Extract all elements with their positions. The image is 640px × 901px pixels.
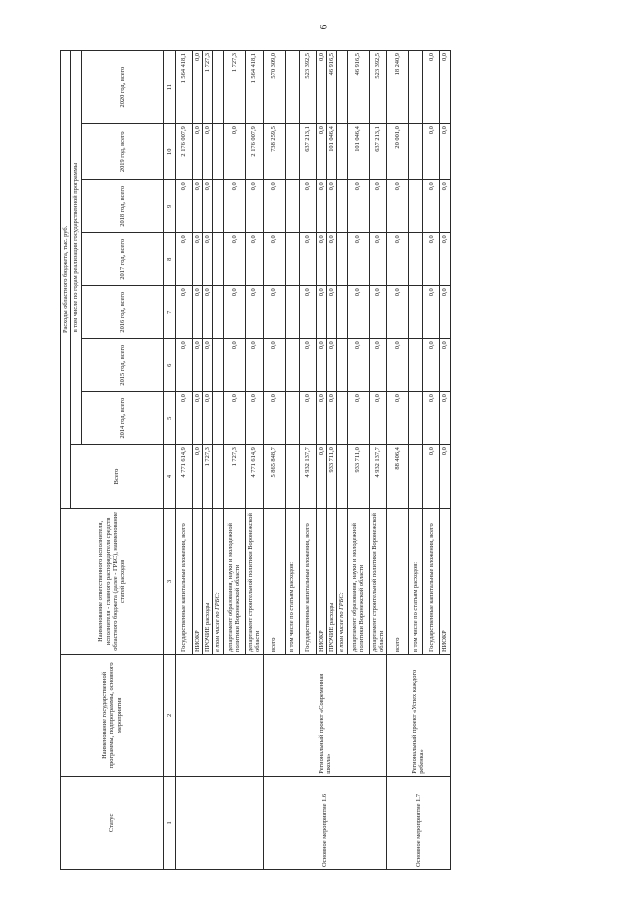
- value-cell: [213, 124, 223, 180]
- header-year: 2015 год, всего: [81, 339, 163, 392]
- row-label: департамент строительной политики Воронежской области: [369, 508, 387, 654]
- column-index: 10: [163, 124, 175, 180]
- value-cell: 46 916,5: [347, 51, 369, 124]
- page-number: 6: [318, 24, 329, 30]
- value-cell: [213, 180, 223, 233]
- value-cell: [285, 286, 299, 339]
- value-cell: 0,0: [263, 392, 285, 445]
- value-cell: 46 916,5: [326, 51, 336, 124]
- table-row: [263, 51, 285, 870]
- value-cell: 4 771 614,9: [245, 445, 263, 509]
- header-year: 2016 год, всего: [81, 286, 163, 339]
- value-cell: 0,0: [440, 392, 450, 445]
- column-index: 3: [163, 508, 175, 654]
- column-index: 9: [163, 180, 175, 233]
- value-cell: [337, 124, 347, 180]
- value-cell: [409, 339, 423, 392]
- value-cell: 0,0: [263, 339, 285, 392]
- value-cell: [285, 392, 299, 445]
- value-cell: 0,0: [203, 339, 213, 392]
- measure-name: Региональный проект «Успех каждого ребенка»: [387, 654, 450, 776]
- value-cell: 0,0: [423, 51, 440, 124]
- value-cell: 523 392,5: [299, 51, 316, 124]
- rotated-page: [60, 50, 620, 870]
- value-cell: [409, 445, 423, 509]
- column-index: 4: [163, 445, 175, 509]
- value-cell: 4 932 137,7: [369, 445, 387, 509]
- value-cell: 0,0: [326, 180, 336, 233]
- value-cell: 0,0: [223, 339, 245, 392]
- value-cell: 0,0: [223, 180, 245, 233]
- value-cell: 88 406,4: [387, 445, 409, 509]
- column-index: 5: [163, 392, 175, 445]
- value-cell: 0,0: [175, 286, 192, 339]
- value-cell: [409, 124, 423, 180]
- value-cell: [337, 51, 347, 124]
- value-cell: 0,0: [423, 339, 440, 392]
- value-cell: 570 309,0: [263, 51, 285, 124]
- value-cell: 1 727,3: [203, 445, 213, 509]
- value-cell: 0,0: [316, 339, 326, 392]
- value-cell: 0,0: [369, 392, 387, 445]
- value-cell: 0,0: [192, 233, 202, 286]
- value-cell: [409, 180, 423, 233]
- header-status: Статус: [61, 776, 164, 869]
- value-cell: 0,0: [387, 286, 409, 339]
- value-cell: [337, 392, 347, 445]
- value-cell: 0,0: [440, 286, 450, 339]
- value-cell: [285, 233, 299, 286]
- table-row: [175, 51, 192, 870]
- value-cell: [285, 124, 299, 180]
- value-cell: 0,0: [387, 233, 409, 286]
- value-cell: [213, 233, 223, 286]
- value-cell: 0,0: [423, 233, 440, 286]
- value-cell: 0,0: [316, 392, 326, 445]
- value-cell: 0,0: [192, 286, 202, 339]
- column-index: 8: [163, 233, 175, 286]
- value-cell: 0,0: [347, 286, 369, 339]
- table-row: [387, 51, 409, 870]
- value-cell: 0,0: [369, 180, 387, 233]
- value-cell: 637 213,1: [369, 124, 387, 180]
- value-cell: 0,0: [369, 233, 387, 286]
- value-cell: 0,0: [192, 339, 202, 392]
- value-cell: 637 213,1: [299, 124, 316, 180]
- measure-name: Региональный проект «Современная школа»: [263, 654, 387, 776]
- value-cell: [337, 180, 347, 233]
- value-cell: [337, 233, 347, 286]
- value-cell: 0,0: [203, 124, 213, 180]
- row-label: НИОКР: [316, 508, 326, 654]
- table-body: [175, 51, 450, 870]
- value-cell: 0,0: [316, 233, 326, 286]
- value-cell: 0,0: [316, 445, 326, 509]
- header-by-years: в том числе по годам реализации государственной программы: [71, 51, 81, 445]
- value-cell: 0,0: [192, 392, 202, 445]
- value-cell: 0,0: [440, 445, 450, 509]
- value-cell: 0,0: [192, 51, 202, 124]
- value-cell: 1 564 418,1: [175, 51, 192, 124]
- value-cell: 0,0: [263, 233, 285, 286]
- value-cell: 0,0: [299, 233, 316, 286]
- header-total: Всего: [71, 445, 163, 509]
- header-year: 2019 год, всего: [81, 124, 163, 180]
- column-index: 7: [163, 286, 175, 339]
- column-index: 1: [163, 776, 175, 869]
- value-cell: [285, 180, 299, 233]
- value-cell: [409, 51, 423, 124]
- column-index: 2: [163, 654, 175, 776]
- value-cell: 1 727,3: [223, 51, 245, 124]
- value-cell: 0,0: [299, 339, 316, 392]
- value-cell: [213, 339, 223, 392]
- header-year: 2017 год, всего: [81, 233, 163, 286]
- value-cell: 0,0: [440, 51, 450, 124]
- row-label: в том числе по статьям расходов:: [409, 508, 423, 654]
- value-cell: 0,0: [223, 124, 245, 180]
- value-cell: 0,0: [347, 392, 369, 445]
- value-cell: 0,0: [245, 392, 263, 445]
- value-cell: 0,0: [203, 180, 213, 233]
- value-cell: 0,0: [192, 124, 202, 180]
- value-cell: 4 771 614,9: [175, 445, 192, 509]
- header-year: 2014 год, всего: [81, 392, 163, 445]
- value-cell: 0,0: [245, 180, 263, 233]
- value-cell: [285, 445, 299, 509]
- value-cell: 0,0: [440, 339, 450, 392]
- value-cell: 0,0: [440, 124, 450, 180]
- value-cell: 0,0: [423, 392, 440, 445]
- row-label: в том числе по ГРБС:: [213, 508, 223, 654]
- value-cell: [409, 233, 423, 286]
- status-cell: [175, 776, 263, 869]
- value-cell: 0,0: [299, 180, 316, 233]
- column-index: 11: [163, 51, 175, 124]
- row-label: НИОКР: [192, 508, 202, 654]
- row-label: в том числе по статьям расходов:: [285, 508, 299, 654]
- row-label: всего: [387, 508, 409, 654]
- row-label: ПРОЧИЕ расходы: [326, 508, 336, 654]
- value-cell: 0,0: [245, 339, 263, 392]
- value-cell: 0,0: [440, 180, 450, 233]
- row-label: в том числе по ГРБС:: [337, 508, 347, 654]
- value-cell: 0,0: [326, 392, 336, 445]
- value-cell: 1 727,3: [203, 51, 213, 124]
- value-cell: 18 240,9: [387, 51, 409, 124]
- value-cell: 0,0: [347, 339, 369, 392]
- value-cell: 0,0: [175, 339, 192, 392]
- value-cell: [409, 286, 423, 339]
- measure-status: Основное мероприятие 1.6: [263, 776, 387, 869]
- budget-table: [60, 50, 451, 870]
- program-cell: [175, 654, 263, 776]
- value-cell: 0,0: [369, 286, 387, 339]
- value-cell: 1 564 418,1: [245, 51, 263, 124]
- value-cell: 0,0: [369, 339, 387, 392]
- value-cell: [213, 392, 223, 445]
- value-cell: 101 046,4: [326, 124, 336, 180]
- row-label: ПРОЧИЕ расходы: [203, 508, 213, 654]
- header-expenses: Расходы областного бюджета, тыс. руб.: [61, 51, 71, 509]
- row-label: департамент строительной политики Воронежской области: [245, 508, 263, 654]
- value-cell: 1 727,3: [223, 445, 245, 509]
- value-cell: 0,0: [423, 445, 440, 509]
- value-cell: 0,0: [223, 392, 245, 445]
- value-cell: 2 176 007,9: [245, 124, 263, 180]
- value-cell: 5 865 848,7: [263, 445, 285, 509]
- value-cell: 0,0: [175, 392, 192, 445]
- value-cell: 2 176 007,9: [175, 124, 192, 180]
- value-cell: 0,0: [387, 180, 409, 233]
- value-cell: [213, 445, 223, 509]
- value-cell: 738 259,5: [263, 124, 285, 180]
- header-executor: Наименование ответственного исполнителя, исполнителя - главного распорядителя средств областного бюджета (далее - ГРБС), наименование статей расходов: [61, 508, 164, 654]
- value-cell: [213, 51, 223, 124]
- value-cell: 0,0: [347, 233, 369, 286]
- row-label: Государственные капитальные вложения, всего: [423, 508, 440, 654]
- value-cell: 0,0: [316, 286, 326, 339]
- value-cell: 0,0: [203, 392, 213, 445]
- value-cell: 0,0: [203, 286, 213, 339]
- row-label: департамент образования, науки и молодежной политики Воронежской области: [223, 508, 245, 654]
- value-cell: 4 932 137,7: [299, 445, 316, 509]
- value-cell: 0,0: [387, 339, 409, 392]
- value-cell: 0,0: [423, 180, 440, 233]
- value-cell: 0,0: [347, 180, 369, 233]
- row-label: Государственные капитальные вложения, всего: [175, 508, 192, 654]
- value-cell: 0,0: [175, 233, 192, 286]
- row-label: НИОКР: [440, 508, 450, 654]
- value-cell: 0,0: [440, 233, 450, 286]
- value-cell: 0,0: [203, 233, 213, 286]
- value-cell: 933 711,0: [347, 445, 369, 509]
- row-label: департамент образования, науки и молодежной политики Воронежской области: [347, 508, 369, 654]
- value-cell: 0,0: [263, 180, 285, 233]
- value-cell: 0,0: [326, 286, 336, 339]
- value-cell: 0,0: [263, 286, 285, 339]
- value-cell: 0,0: [299, 392, 316, 445]
- value-cell: [337, 339, 347, 392]
- measure-status: Основное мероприятие 1.7: [387, 776, 450, 869]
- value-cell: [285, 51, 299, 124]
- value-cell: 0,0: [299, 286, 316, 339]
- column-index: 6: [163, 339, 175, 392]
- value-cell: 101 046,4: [347, 124, 369, 180]
- value-cell: 0,0: [192, 445, 202, 509]
- value-cell: [337, 286, 347, 339]
- value-cell: [409, 392, 423, 445]
- value-cell: 0,0: [192, 180, 202, 233]
- value-cell: 0,0: [316, 51, 326, 124]
- row-label: всего: [263, 508, 285, 654]
- header-program: Наименование государственной программы, подпрограммы, основного мероприятия: [61, 654, 164, 776]
- value-cell: 0,0: [245, 286, 263, 339]
- value-cell: 0,0: [326, 233, 336, 286]
- value-cell: [337, 445, 347, 509]
- header-year: 2018 год, всего: [81, 180, 163, 233]
- value-cell: [213, 286, 223, 339]
- value-cell: 0,0: [387, 392, 409, 445]
- value-cell: 0,0: [316, 124, 326, 180]
- value-cell: 0,0: [316, 180, 326, 233]
- value-cell: 933 711,0: [326, 445, 336, 509]
- value-cell: 0,0: [223, 233, 245, 286]
- value-cell: 20 001,0: [387, 124, 409, 180]
- value-cell: 0,0: [223, 286, 245, 339]
- row-label: Государственные капитальные вложения, всего: [299, 508, 316, 654]
- header-year: 2020 год, всего: [81, 51, 163, 124]
- value-cell: 0,0: [245, 233, 263, 286]
- value-cell: [285, 339, 299, 392]
- value-cell: 0,0: [326, 339, 336, 392]
- value-cell: 0,0: [175, 180, 192, 233]
- value-cell: 0,0: [423, 286, 440, 339]
- value-cell: 523 392,5: [369, 51, 387, 124]
- value-cell: 0,0: [423, 124, 440, 180]
